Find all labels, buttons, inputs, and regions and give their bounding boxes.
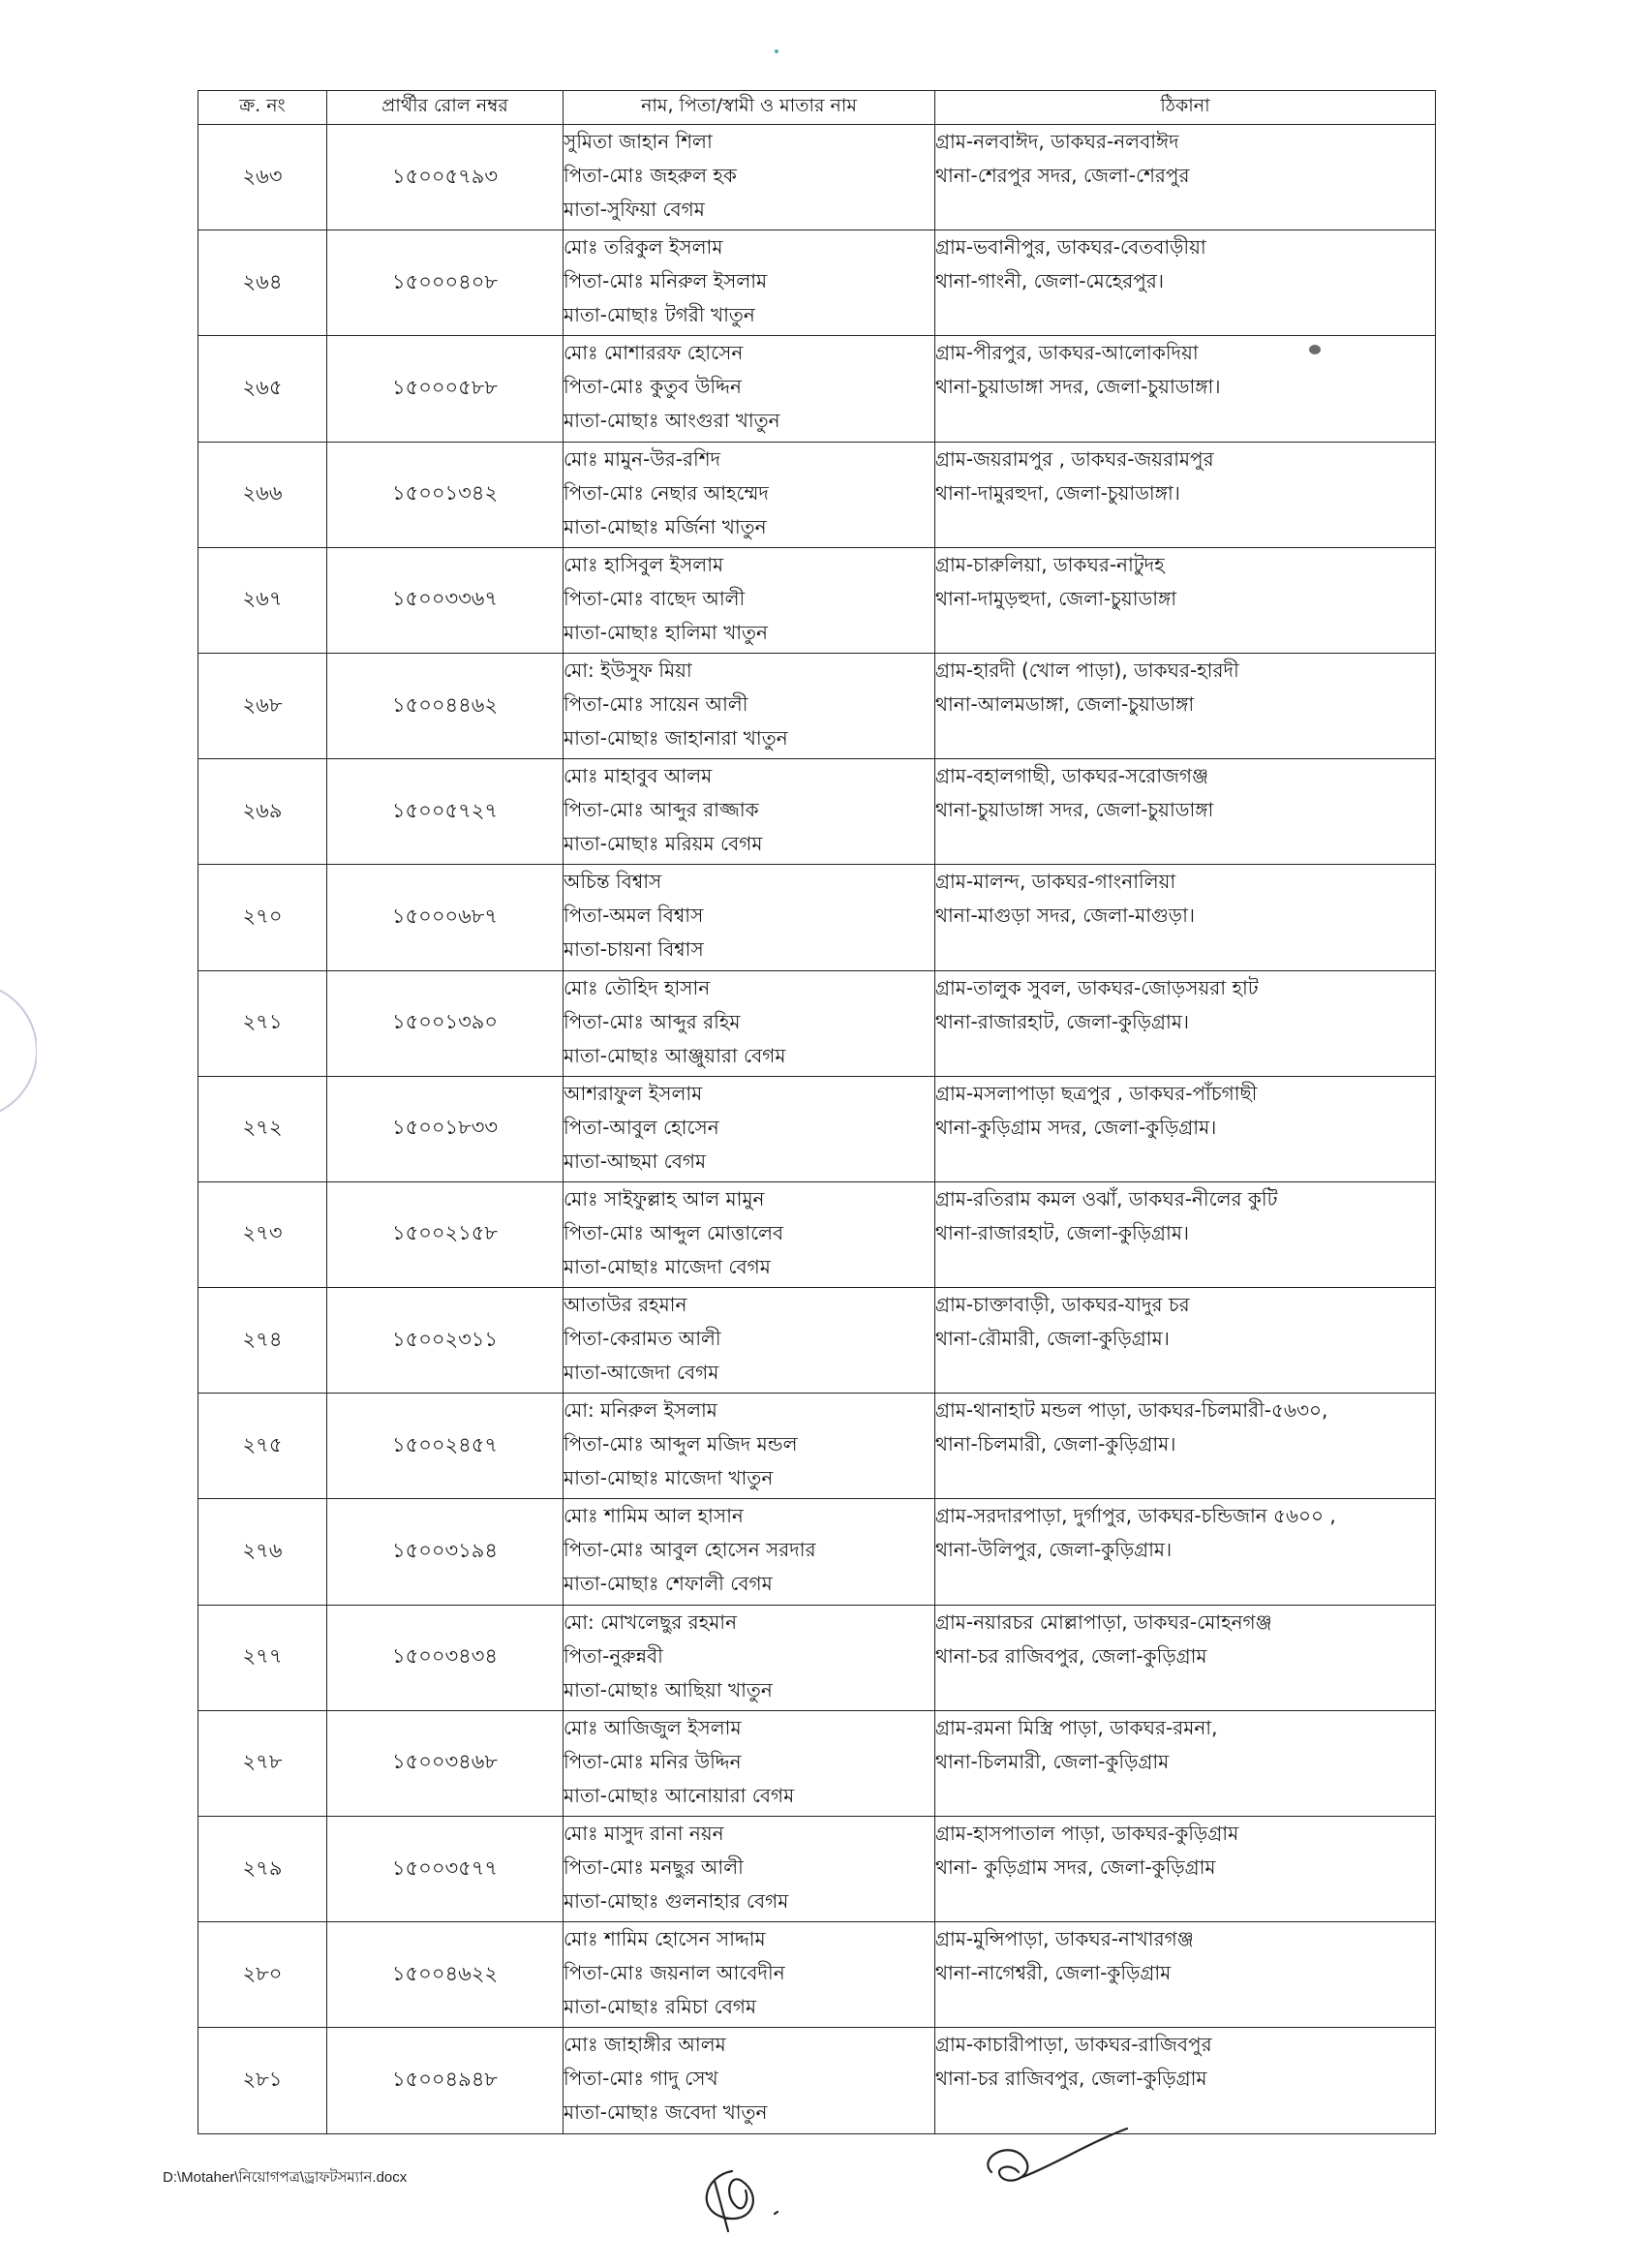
table-row [198,1076,1436,1181]
mother-name: মাতা-মোছাঃ রমিচা বেগম [564,1995,757,2019]
table-row [198,1710,1436,1816]
candidate-name: মোঃ হাসিবুল ইসলাম [564,552,724,576]
mother-name: মাতা-মোছাঃ মাজেদা খাতুন [564,1466,774,1490]
candidate-table [198,90,1436,2134]
candidate-name: আতাউর রহমান [564,1293,687,1317]
address-line: থানা-চিলমারী, জেলা-কুড়িগ্রাম। [935,1432,1176,1456]
candidate-name: আশরাফুল ইসলাম [564,1081,703,1105]
roll-number: ১৫০০৪৪৬২ [327,653,564,758]
candidate-name: মোঃ মাহাবুব আলম [564,764,713,788]
serial-number: ২৬৫ [198,336,327,442]
address-cell [935,1605,1436,1710]
address-cell [935,1922,1436,2028]
candidate-name: মো: মনিরুল ইসলাম [564,1398,717,1423]
candidate-name: মোঃ শামিম আল হাসান [564,1504,744,1528]
table-row [198,1499,1436,1605]
father-name: পিতা-মোঃ মনিরুল ইসলাম [564,269,768,293]
address-line: গ্রাম-কাচারীপাড়া, ডাকঘর-রাজিবপুর [935,2033,1212,2057]
father-name: পিতা-মোঃ জয়নাল আবেদীন [564,1961,785,1985]
father-name: পিতা-মোঃ বাছেদ আলী [564,586,746,610]
father-name: পিতা-মোঃ সায়েন আলী [564,691,748,716]
serial-number: ২৭৭ [198,1605,327,1710]
scan-speck [775,49,778,53]
father-name: পিতা-মোঃ আব্দুর রাজ্জাক [564,798,759,822]
serial-number: ২৭৮ [198,1710,327,1816]
serial-number: ২৭৪ [198,1288,327,1394]
table-body [198,125,1436,2134]
father-name: পিতা-অমল বিশ্বাস [564,904,704,928]
roll-number: ১৫০০৩৪৩৪ [327,1605,564,1710]
candidate-name: মোঃ মামুন-উর-রশিদ [564,446,721,471]
roll-number: ১৫০০২১৫৮ [327,1181,564,1287]
father-name: পিতা-মোঃ গাদু সেখ [564,2067,718,2091]
address-line: থানা-রৌমারী, জেলা-কুড়িগ্রাম। [935,1327,1170,1351]
address-line: গ্রাম-চাক্তাবাড়ী, ডাকঘর-যাদুর চর [935,1293,1190,1317]
mother-name: মাতা-আছমা বেগম [564,1149,707,1173]
candidate-names-cell [564,1499,935,1605]
address-line: থানা-চুয়াডাঙ্গা সদর, জেলা-চুয়াডাঙ্গা [935,798,1214,822]
mother-name: মাতা-আজেদা বেগম [564,1361,719,1385]
mother-name: মাতা-মোছাঃ টগরী খাতুন [564,303,755,327]
mother-name: মাতা-মোছাঃ শেফালী বেগম [564,1572,773,1596]
candidate-name: মোঃ তরিকুল ইসলাম [564,235,723,260]
candidate-name: মোঃ মোশাররফ হোসেন [564,341,744,365]
candidate-names-cell [564,1394,935,1499]
father-name: পিতা-মোঃ নেছার আহম্মেদ [564,480,769,505]
candidate-name: মোঃ তৌহিদ হাসান [564,975,711,999]
roll-number: ১৫০০০৬৮৭ [327,865,564,970]
candidate-names-cell [564,442,935,547]
table-row [198,230,1436,336]
address-line: গ্রাম-চারুলিয়া, ডাকঘর-নাটুদহ [935,552,1165,576]
table-row [198,1181,1436,1287]
signature-right [972,2119,1166,2216]
address-cell [935,1076,1436,1181]
father-name: পিতা-মোঃ আব্দুর রহিম [564,1009,741,1033]
address-cell [935,1817,1436,1922]
address-line: গ্রাম-রমনা মিস্ত্রি পাড়া, ডাকঘর-রমনা, [935,1715,1218,1739]
table-row [198,1817,1436,1922]
mother-name: মাতা-মোছাঃ মাজেদা বেগম [564,1254,771,1278]
mother-name: মাতা-মোছাঃ জাহানারা খাতুন [564,725,788,750]
serial-number: ২৮০ [198,1922,327,2028]
table-row [198,2028,1436,2133]
address-line: গ্রাম-রতিরাম কমল ওঝাঁ, ডাকঘর-নীলের কুটি [935,1186,1278,1211]
address-line: থানা-শেরপুর সদর, জেলা-শেরপুর [935,164,1190,187]
father-name: পিতা-মোঃ মনছুর আলী [564,1855,744,1879]
table-row [198,653,1436,758]
serial-number: ২৬৩ [198,125,327,230]
candidate-names-cell [564,1076,935,1181]
candidate-name: মোঃ সাইফুল্লাহ আল মামুন [564,1186,765,1211]
table-row [198,547,1436,653]
address-line: গ্রাম-থানাহাট মন্ডল পাড়া, ডাকঘর-চিলমারী-৫৬৩০, [935,1398,1328,1423]
serial-number: ২৬৯ [198,759,327,865]
mother-name: মাতা-মোছাঃ হালিমা খাতুন [564,620,768,644]
candidate-name: মোঃ শামিম হোসেন সাদ্দাম [564,1927,766,1951]
address-cell [935,970,1436,1076]
serial-number: ২৬৮ [198,653,327,758]
candidate-names-cell [564,653,935,758]
candidate-names-cell [564,759,935,865]
address-line: থানা-চিলমারী, জেলা-কুড়িগ্রাম [935,1749,1170,1773]
table-row [198,970,1436,1076]
candidate-names-cell [564,1288,935,1394]
father-name: পিতা-কেরামত আলী [564,1327,721,1351]
candidate-names-cell [564,1817,935,1922]
address-cell [935,442,1436,547]
table-row [198,442,1436,547]
address-line: থানা-চর রাজিবপুর, জেলা-কুড়িগ্রাম [935,2067,1207,2091]
mother-name: মাতা-মোছাঃ মর্জিনা খাতুন [564,514,767,538]
address-line: থানা-গাংনী, জেলা-মেহেরপুর। [935,269,1165,293]
roll-number: ১৫০০১৩৪২ [327,442,564,547]
address-cell [935,1288,1436,1394]
address-cell [935,865,1436,970]
serial-number: ২৮১ [198,2028,327,2133]
serial-number: ২৭৯ [198,1817,327,1922]
address-cell [935,230,1436,336]
roll-number: ১৫০০৪৯৪৮ [327,2028,564,2133]
address-line: গ্রাম-নলবাঈদ, ডাকঘর-নলবাঈদ [935,130,1179,153]
serial-number: ২৬৬ [198,442,327,547]
table-row [198,1288,1436,1394]
father-name: পিতা-মোঃ আব্দুল মোত্তালেব [564,1220,784,1244]
father-name: পিতা-মোঃ মনির উদ্দিন [564,1749,742,1773]
address-cell [935,653,1436,758]
mother-name: মাতা-মোছাঃ গুলনাহার বেগম [564,1889,789,1913]
serial-number: ২৭৬ [198,1499,327,1605]
roll-number: ১৫০০২৩১১ [327,1288,564,1394]
roll-number: ১৫০০১৮৩৩ [327,1076,564,1181]
address-line: থানা-দামুরহুদা, জেলা-চুয়াডাঙ্গা। [935,480,1180,505]
roll-number: ১৫০০০৫৮৮ [327,336,564,442]
address-line: গ্রাম-হারদী (খোল পাড়া), ডাকঘর-হারদী [935,658,1239,682]
address-line: গ্রাম-মালন্দ, ডাকঘর-গাংনালিয়া [935,870,1176,894]
candidate-names-cell [564,230,935,336]
table-row [198,125,1436,230]
footer-file-path: D:\Motaher\নিয়োগপত্র\ড্রাফটসম্যান.docx [163,2169,408,2186]
address-cell [935,1499,1436,1605]
address-line: থানা-মাগুড়া সদর, জেলা-মাগুড়া। [935,904,1196,928]
address-line: থানা-চর রাজিবপুর, জেলা-কুড়িগ্রাম [935,1643,1207,1668]
table-row [198,336,1436,442]
header-serial: ক্র. নং [198,91,327,125]
roll-number: ১৫০০৩১৯৪ [327,1499,564,1605]
roll-number: ১৫০০৫৭২৭ [327,759,564,865]
roll-number: ১৫০০৩৩৬৭ [327,547,564,653]
father-name: পিতা-নুরুন্নবী [564,1643,663,1668]
roll-number: ১৫০০৩৪৬৮ [327,1710,564,1816]
mother-name: মাতা-মোছাঃ আংগুরা খাতুন [564,409,780,433]
candidate-names-cell [564,547,935,653]
mother-name: মাতা-সুফিয়া বেগম [564,198,705,221]
address-line: গ্রাম-সরদারপাড়া, দুর্গাপুর, ডাকঘর-চন্ডিজান ৫৬০০ , [935,1504,1336,1528]
serial-number: ২৭৩ [198,1181,327,1287]
address-line: গ্রাম-মসলাপাড়া ছত্রপুর , ডাকঘর-পাঁচগাছী [935,1081,1258,1105]
header-roll-number: প্রার্থীর রোল নম্বর [327,91,564,125]
header-names: নাম, পিতা/স্বামী ও মাতার নাম [564,91,935,125]
roll-number: ১৫০০৩৫৭৭ [327,1817,564,1922]
address-line: থানা-রাজারহাট, জেলা-কুড়িগ্রাম। [935,1220,1190,1244]
address-line: গ্রাম-তালুক সুবল, ডাকঘর-জোড়সয়রা হাট [935,975,1259,999]
father-name: পিতা-আবুল হোসেন [564,1115,719,1139]
candidate-name: মোঃ মাসুদ রানা নয়ন [564,1822,724,1845]
address-cell [935,1181,1436,1287]
candidate-name: মো: ইউসুফ মিয়া [564,658,692,682]
mother-name: মাতা-মোছাঃ মরিয়ম বেগম [564,832,763,856]
candidate-name: মোঃ আজিজুল ইসলাম [564,1715,742,1739]
candidate-names-cell [564,125,935,230]
address-line: গ্রাম-ভবানীপুর, ডাকঘর-বেতবাড়ীয়া [935,235,1206,260]
candidate-names-cell [564,336,935,442]
address-line: থানা-চুয়াডাঙ্গা সদর, জেলা-চুয়াডাঙ্গা। [935,375,1221,399]
table-header-row [198,91,1436,125]
roll-number: ১৫০০৫৭৯৩ [327,125,564,230]
address-cell [935,336,1436,442]
mother-name: মাতা-মোছাঃ জবেদা খাতুন [564,2100,768,2125]
table-row [198,1605,1436,1710]
father-name: পিতা-মোঃ কুতুব উদ্দিন [564,375,742,399]
address-line: গ্রাম-জয়রামপুর , ডাকঘর-জয়রামপুর [935,446,1214,471]
roll-number: ১৫০০২৪৫৭ [327,1394,564,1499]
mother-name: মাতা-মোছাঃ আনোয়ারা বেগম [564,1783,795,1807]
serial-number: ২৭০ [198,865,327,970]
address-line: গ্রাম-নয়ারচর মোল্লাপাড়া, ডাকঘর-মোহনগঞ্জ [935,1609,1272,1634]
address-line: থানা- কুড়িগ্রাম সদর, জেলা-কুড়িগ্রাম [935,1855,1216,1879]
father-name: পিতা-মোঃ আবুল হোসেন সরদার [564,1538,816,1562]
table-row [198,865,1436,970]
address-line: থানা-কুড়িগ্রাম সদর, জেলা-কুড়িগ্রাম। [935,1115,1217,1139]
mother-name: মাতা-মোছাঃ আঞ্জুয়ারা বেগম [564,1043,786,1067]
serial-number: ২৭১ [198,970,327,1076]
serial-number: ২৭২ [198,1076,327,1181]
candidate-names-cell [564,1710,935,1816]
serial-number: ২৬৪ [198,230,327,336]
candidate-name: অচিন্ত বিশ্বাস [564,870,662,894]
roll-number: ১৫০০০৪০৮ [327,230,564,336]
candidate-names-cell [564,1605,935,1710]
address-line: থানা-রাজারহাট, জেলা-কুড়িগ্রাম। [935,1009,1190,1033]
candidate-name: মোঃ জাহাঙ্গীর আলম [564,2033,726,2057]
table-row [198,1922,1436,2028]
scan-hole-mark [0,978,37,1123]
address-cell [935,759,1436,865]
address-line: থানা-আলমডাঙ্গা, জেলা-চুয়াডাঙ্গা [935,691,1195,716]
candidate-name: সুমিতা জাহান শিলা [564,130,713,153]
address-line: গ্রাম-বহালগাছী, ডাকঘর-সরোজগঞ্জ [935,764,1209,788]
signature-left [686,2142,802,2239]
address-line: থানা-উলিপুর, জেলা-কুড়িগ্রাম। [935,1538,1173,1562]
address-cell [935,1710,1436,1816]
candidate-names-cell [564,1922,935,2028]
father-name: পিতা-মোঃ জহরুল হক [564,164,737,187]
address-cell [935,1394,1436,1499]
mother-name: মাতা-মোছাঃ আছিয়া খাতুন [564,1677,773,1701]
address-cell [935,125,1436,230]
address-cell [935,2028,1436,2133]
address-cell [935,547,1436,653]
address-line: থানা-নাগেশ্বরী, জেলা-কুড়িগ্রাম [935,1961,1172,1985]
address-line: থানা-দামুড়হুদা, জেলা-চুয়াডাঙ্গা [935,586,1177,610]
candidate-names-cell [564,970,935,1076]
address-line: গ্রাম-পীরপুর, ডাকঘর-আলোকদিয়া [935,341,1199,365]
candidate-names-cell [564,2028,935,2133]
header-address: ঠিকানা [935,91,1436,125]
address-line: গ্রাম-হাসপাতাল পাড়া, ডাকঘর-কুড়িগ্রাম [935,1822,1239,1845]
table-row [198,1394,1436,1499]
serial-number: ২৭৫ [198,1394,327,1499]
candidate-names-cell [564,865,935,970]
serial-number: ২৬৭ [198,547,327,653]
roll-number: ১৫০০৪৬২২ [327,1922,564,2028]
candidate-names-cell [564,1181,935,1287]
address-line: গ্রাম-মুন্সিপাড়া, ডাকঘর-নাখারগঞ্জ [935,1927,1194,1951]
roll-number: ১৫০০১৩৯০ [327,970,564,1076]
table-row [198,759,1436,865]
candidate-name: মো: মোখলেছুর রহমান [564,1609,738,1634]
mother-name: মাতা-চায়না বিশ্বাস [564,937,704,962]
father-name: পিতা-মোঃ আব্দুল মজিদ মন্ডল [564,1432,798,1456]
